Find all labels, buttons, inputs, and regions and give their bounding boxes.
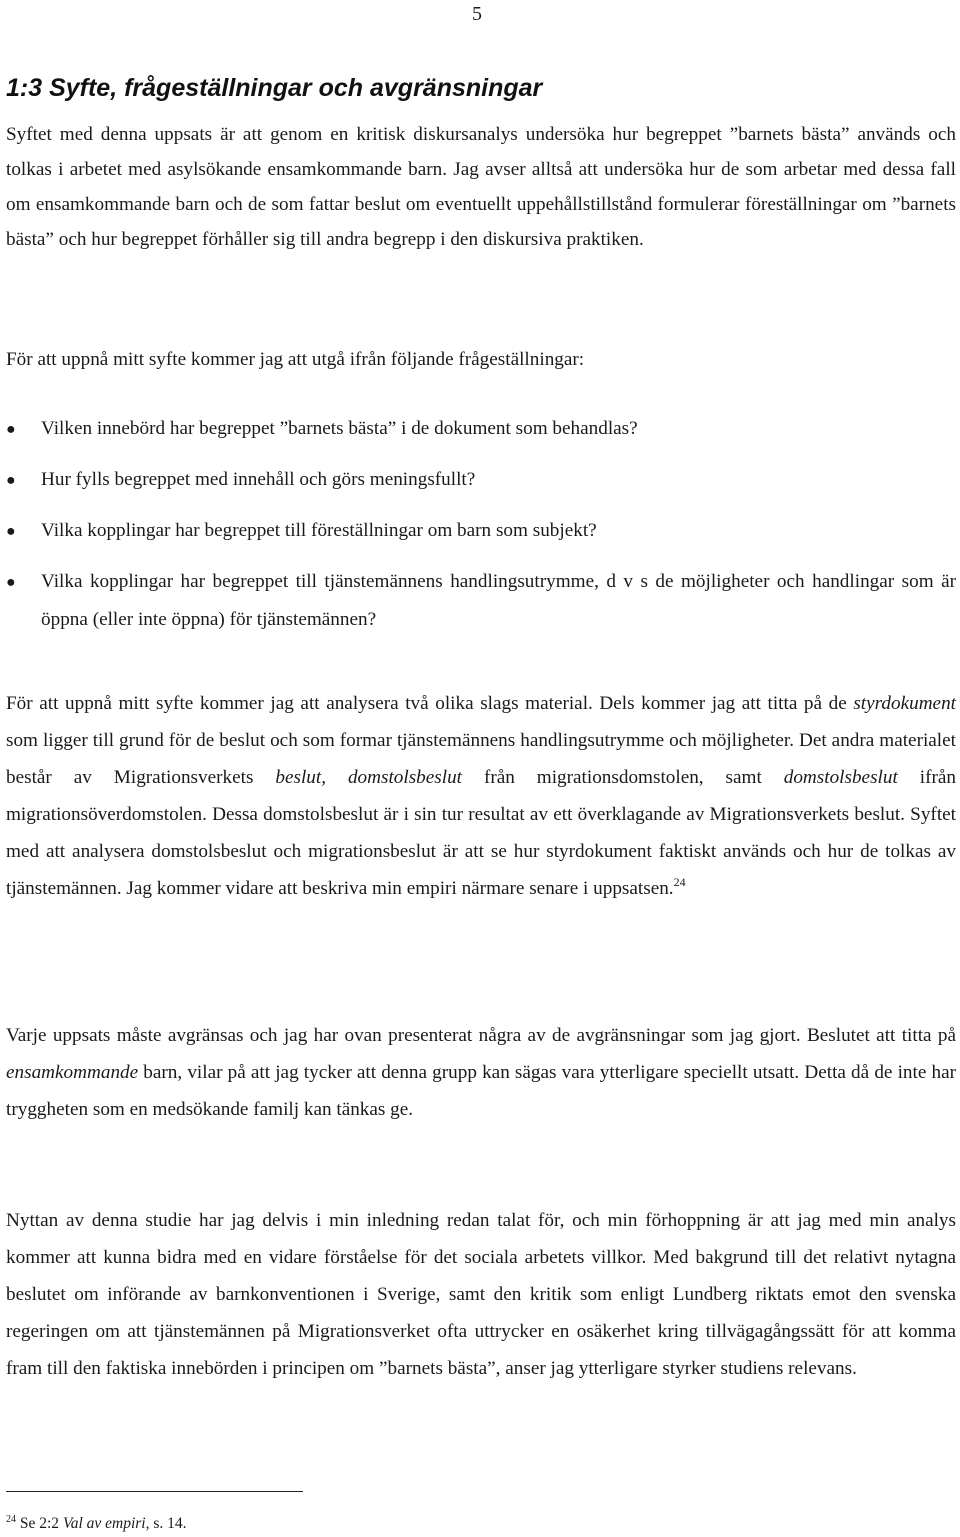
limitations-text: barn, vilar på att jag tycker att denna grupp kan sägas vara ytterligare speciellt utsatt. Detta då de inte har tryggheten som en medsökande familj kan tänkas ge.: [6, 1062, 956, 1120]
purpose-elaboration: Jag avser alltså att undersöka hur de som arbetar med dessa fall om ensamkommande barn och de som fattar beslut om eventuellt uppehållstillstånd formulerar föreställningar om ”barnets bästa” och hur begreppet förhåller sig till andra begrepp i den diskursiva praktiken.: [6, 159, 956, 250]
footnote: [6, 1514, 187, 1534]
research-question: [6, 461, 956, 499]
bullet-icon: ●: [6, 472, 16, 489]
page-number: 5: [472, 3, 482, 25]
material-text: som ligger till grund för de beslut och som formar tjänstemännens handlingsutrymme och möjligheter. Det andra materialet består av Migrationsverkets: [6, 730, 956, 788]
footnote-emphasis: Val av empiri: [62, 1515, 146, 1532]
relevance-paragraph: Nyttan av denna studie har jag delvis i min inledning redan talat för, och min förhoppning är att jag med min analys kommer att kunna bidra med en vidare förståelse för det sociala arbetets villkor. Med bakgrund till det relativt nytagna beslutet om införande av barnkonventionen i Sverige, samt den kritik som enligt Lundberg riktats emot den svenska regeringen om att tjänstemännen på Migrationsverket ofta uttrycker en osäkerhet kring tillvägagångssätt för att komma fram till den faktiska innebörden i principen om ”barnets bästa”, anser jag ytterligare styrker studiens relevans.: [6, 1210, 956, 1379]
material-emphasis: beslut, domstolsbeslut: [275, 767, 463, 788]
material-text: För att uppnå mitt syfte kommer jag att analysera två olika slags material. Dels kommer jag att titta på de: [6, 693, 854, 714]
questions-intro: För att uppnå mitt syfte kommer jag att utgå ifrån följande frågeställningar:: [6, 349, 585, 370]
limitations-emphasis: ensamkommande: [6, 1062, 139, 1083]
bullet-icon: ●: [6, 574, 16, 591]
material-emphasis: domstolsbeslut: [783, 767, 898, 788]
footnote-divider: [6, 1491, 303, 1492]
material-text: från migrationsdomstolen, samt: [462, 767, 784, 788]
limitations-text: Varje uppsats måste avgränsas och jag har ovan presenterat några av de avgränsningar som jag gjort. Beslutet att titta på: [6, 1025, 956, 1046]
footnote-number: 24: [6, 1514, 16, 1525]
research-question: [6, 410, 956, 448]
material-text: ifrån migrationsöverdomstolen. Dessa domstolsbeslut är i sin tur resultat av ett överklagande av Migrationsverkets beslut. Syftet med att analysera domstolsbeslut och migrationsbeslut är att se hur styrdokument faktiskt används och hur de tolkas av tjänstemännen. Jag kommer vidare att beskriva min empiri närmare senare i uppsatsen.: [6, 767, 956, 899]
purpose-sentence: Syftet med denna uppsats är att genom en kritisk diskursanalys undersöka hur begreppet ”barnets bästa” används och tolkas i arbetet med asylsökande ensamkommande barn.: [6, 124, 956, 180]
research-question: [6, 512, 956, 550]
research-question-text: Vilken innebörd har begreppet ”barnets bästa” i de dokument som behandlas?: [41, 418, 638, 439]
purpose-paragraph: [6, 117, 956, 257]
footnote-text: Se 2:2: [16, 1515, 63, 1532]
bullet-icon: ●: [6, 523, 16, 540]
footnote-reference[interactable]: 24: [673, 875, 686, 889]
material-emphasis: styrdokument: [853, 693, 956, 714]
bullet-icon: ●: [6, 421, 16, 438]
material-paragraph: [6, 685, 956, 907]
limitations-paragraph: [6, 1017, 956, 1128]
research-question-text: Vilka kopplingar har begreppet till tjänstemännens handlingsutrymme, d v s de möjligheter och handlingar som är öppna (eller inte öppna) för tjänstemännen?: [41, 571, 956, 630]
research-questions-list: [6, 410, 956, 651]
research-question: [6, 563, 956, 638]
research-question-text: Hur fylls begreppet med innehåll och görs meningsfullt?: [41, 469, 476, 490]
section-heading: 1:3 Syfte, frågeställningar och avgränsningar: [6, 74, 543, 102]
research-question-text: Vilka kopplingar har begreppet till föreställningar om barn som subjekt?: [41, 520, 597, 541]
footnote-text: , s. 14.: [145, 1515, 187, 1532]
